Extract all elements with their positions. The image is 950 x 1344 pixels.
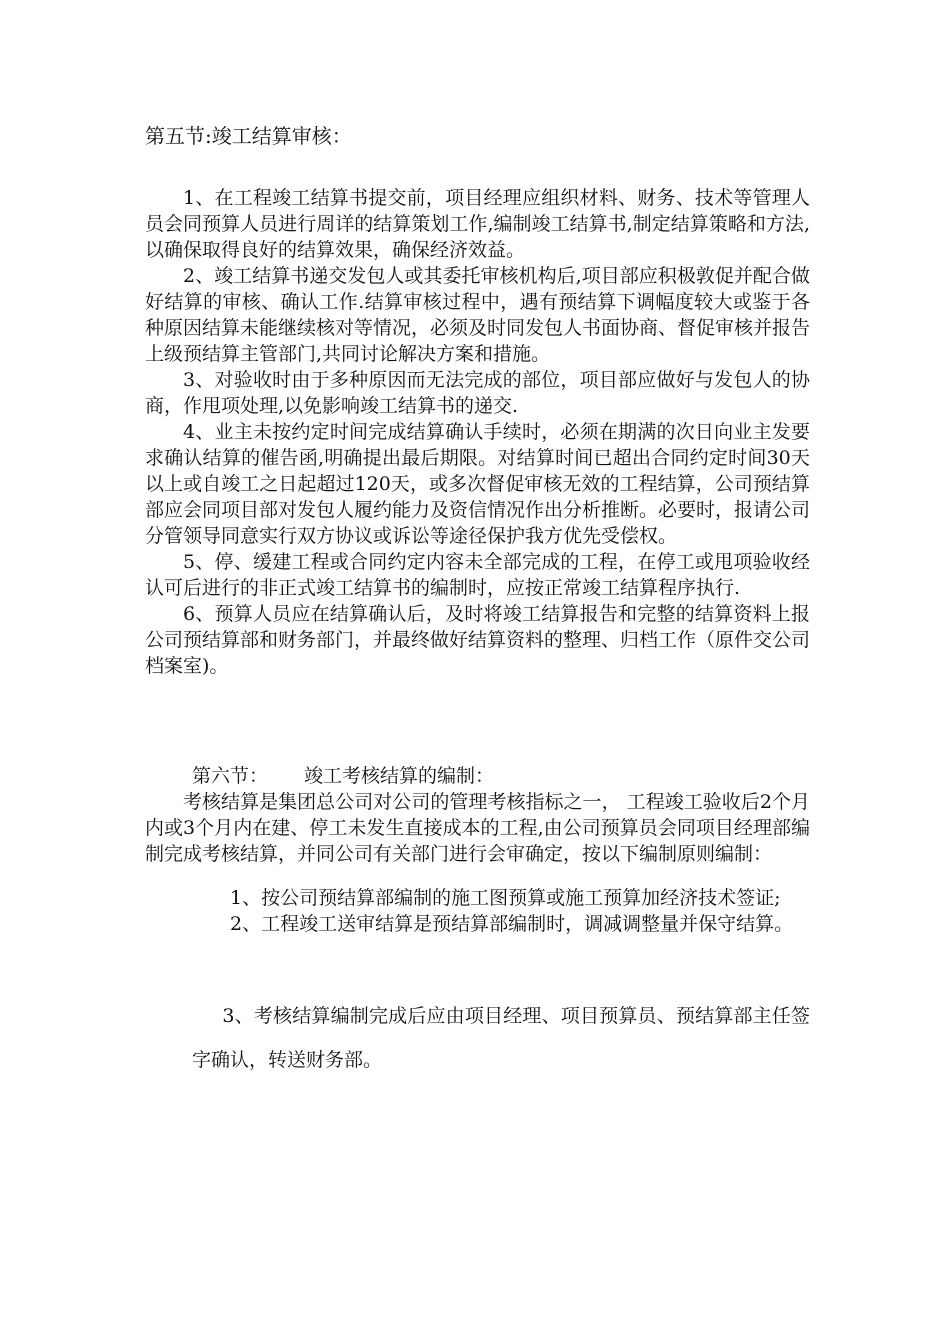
section-6-title: 竣工考核结算的编制：: [304, 765, 495, 787]
section-5-paragraph-5: 5、停、缓建工程或合同约定内容未全部完成的工程，在停工或甩项验收经认可后进行的非正式竣工结算书的编制时，应按正常竣工结算程序执行.: [145, 551, 810, 599]
section-6-item-1: 1、按公司预结算部编制的施工图预算或施工预算加经济技术签证;: [230, 887, 781, 909]
section-5-paragraph-4: 4、业主未按约定时间完成结算确认手续时，必须在期满的次日向业主发要求确认结算的催告函,明确提出最后期限。对结算时间已超出合同约定时间30天以上或自竣工之日起超过120天，或多次督促审核无效的工程结算，公司预结算部应会同项目部对发包人履约能力及资信情况作出分析推断。必要时，报请公司分管领导同意实行双方协议或诉讼等途径保护我方优先受偿权。: [145, 421, 811, 547]
section-5-title: 第五节:竣工结算审核：: [145, 124, 352, 148]
section-5-paragraph-2: 2、竣工结算书递交发包人或其委托审核机构后,项目部应积极敦促并配合做好结算的审核、确认工作.结算审核过程中，遇有预结算下调幅度较大或鉴于各种原因结算未能继续核对等情况，必须及时同发包人书面协商、督促审核并报告上级预结算主管部门,共同讨论解决方案和措施。: [145, 265, 811, 365]
section-6-item-3: 3、考核结算编制完成后应由项目经理、项目预算员、预结算部主任签字确认，转送财务部。: [192, 1005, 810, 1071]
section-5-paragraph-1: 1、在工程竣工结算书提交前，项目经理应组织材料、财务、技术等管理人员会同预算人员进行周详的结算策划工作,编制竣工结算书,制定结算策略和方法,以确保取得良好的结算效果，确保经济效益。: [145, 187, 810, 261]
section-6-items: [192, 885, 810, 937]
section-6-label: 第六节：: [192, 765, 269, 787]
section-5-paragraph-3: 3、对验收时由于多种原因而无法完成的部位，项目部应做好与发包人的协商，作甩项处理,以免影响竣工结算书的递交.: [145, 369, 810, 417]
section-5-paragraph-6: 6、预算人员应在结算确认后，及时将竣工结算报告和完整的结算资料上报公司预结算部和财务部门，并最终做好结算资料的整理、归档工作（原件交公司档案室)。: [145, 603, 811, 677]
section-6-intro-block: [145, 789, 810, 867]
section-6-heading: [192, 763, 494, 789]
section-5-body: [145, 185, 810, 679]
section-6-item-2: 2、工程竣工送审结算是预结算部编制时，调减调整量并保守结算。: [230, 913, 794, 935]
section-6-intro: 考核结算是集团总公司对公司的管理考核指标之一， 工程竣工验收后2个月内或3个月内在建、停工未发生直接成本的工程,由公司预算员会同项目经理部编制完成考核结算，并同公司有关部门进行会审确定，按以下编制原则编制：: [145, 791, 810, 865]
